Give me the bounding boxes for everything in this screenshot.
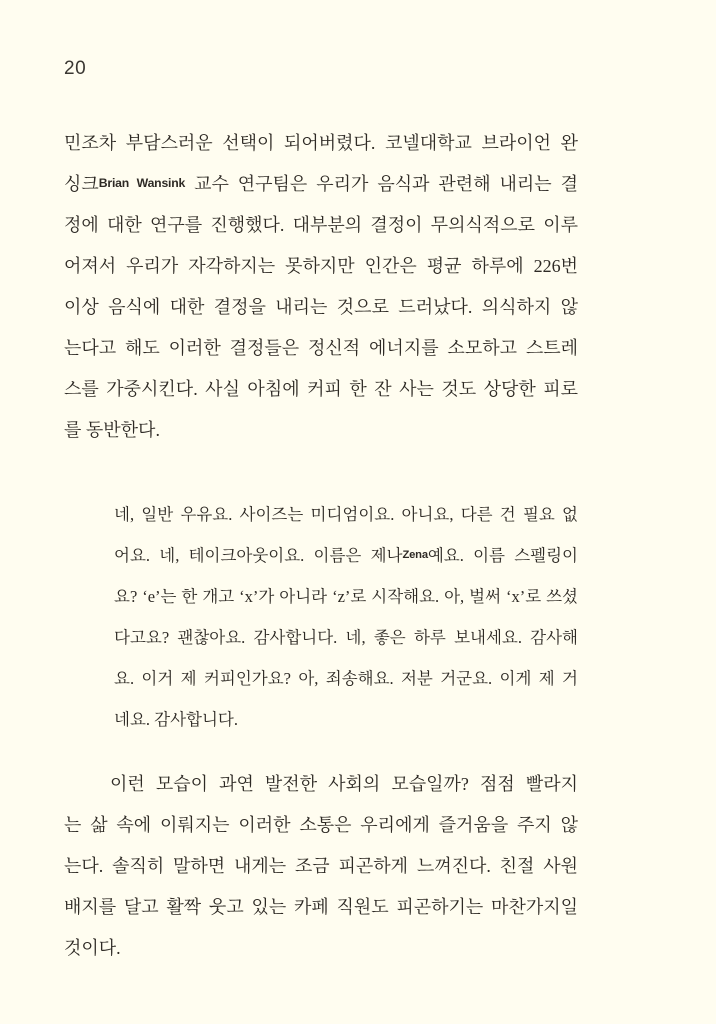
text-line: 네요. 감사합니다.	[114, 710, 238, 729]
latin-superscript-author-name: Brian Wansink	[98, 176, 186, 190]
text-line: 배지를 달고 활짝 웃고 있는 카페 직원도 피곤하기는 마찬가지일	[64, 897, 578, 917]
text-segment: 싱크	[64, 174, 99, 194]
text-line: 네, 일반 우유요. 사이즈는 미디엄이요. 아니요, 다른 건 필요 없	[114, 505, 578, 524]
text-segment: 교수 연구팀은 우리가 음식과 관련해 내리는 결	[185, 174, 578, 194]
text-line: 는다. 솔직히 말하면 내게는 조금 피곤하게 느껴진다. 친절 사원	[64, 856, 578, 876]
page-number: 20	[64, 58, 87, 79]
text-segment: 예요. 이름 스펠링이	[427, 546, 578, 565]
text-line: 정에 대한 연구를 진행했다. 대부분의 결정이 무의식적으로 이루	[64, 215, 578, 235]
text-line: 민조차 부담스러운 선택이 되어버렸다. 코넬대학교 브라이언 완	[64, 133, 578, 153]
text-line	[114, 535, 578, 576]
text-line: 다고요? 괜찮아요. 감사합니다. 네, 좋은 하루 보내세요. 감사해	[114, 628, 578, 647]
closing-paragraph	[64, 764, 578, 969]
text-line: 이상 음식에 대한 결정을 내리는 것으로 드러났다. 의식하지 않	[64, 297, 578, 317]
main-paragraph	[64, 123, 578, 451]
text-line: 요. 이거 제 커피인가요? 아, 죄송해요. 저분 거군요. 이게 제 거	[114, 669, 578, 688]
text-line: 어져서 우리가 자각하지는 못하지만 인간은 평균 하루에 226번	[64, 256, 578, 276]
latin-superscript-name: Zena	[402, 549, 428, 561]
text-line: 이런 모습이 과연 발전한 사회의 모습일까? 점점 빨라지	[110, 774, 578, 794]
text-line	[64, 164, 578, 205]
text-line: 요? ‘e’는 한 개고 ‘x’가 아니라 ‘z’로 시작해요. 아, 벌써 ‘x’로 쓰셨	[114, 587, 578, 606]
dialogue-quote-block	[114, 494, 578, 740]
text-line: 스를 가중시킨다. 사실 아침에 커피 한 잔 사는 것도 상당한 피로	[64, 379, 578, 399]
text-line: 를 동반한다.	[64, 420, 160, 440]
text-segment: 어요. 네, 테이크아웃이요. 이름은 제나	[114, 546, 403, 565]
text-line: 것이다.	[64, 938, 121, 958]
text-line: 는다고 해도 이러한 결정들은 정신적 에너지를 소모하고 스트레	[64, 338, 578, 358]
text-line: 는 삶 속에 이뤄지는 이러한 소통은 우리에게 즐거움을 주지 않	[64, 815, 578, 835]
